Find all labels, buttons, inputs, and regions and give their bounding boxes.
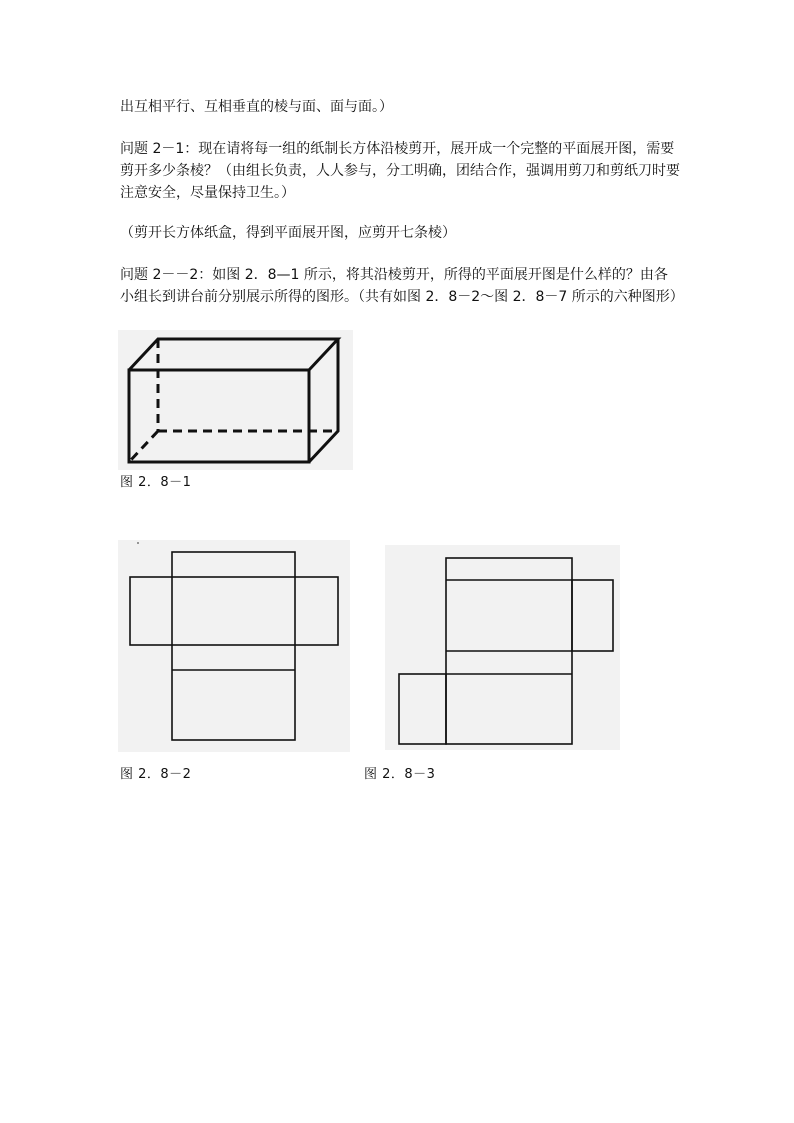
- figure-net-2: [118, 540, 350, 752]
- paragraph-3: （剪开长方体纸盒，得到平面展开图，应剪开七条棱）: [120, 225, 456, 241]
- paragraph-1: 出互相平行、互相垂直的棱与面、面与面。）: [120, 99, 393, 115]
- figure-net-3: [385, 545, 620, 750]
- figure-3-caption: 图 2．8－3: [364, 767, 436, 782]
- figure-2-caption: 图 2．8－2: [120, 767, 192, 782]
- paragraph-4: 问题 2－－2：如图 2．8—1 所示，将其沿棱剪开，所得的平面展开图是什么样的？由各小组长到讲台前分别展示所得的图形。（共有如图 2．8－2～图 2．8－7 所示的六种图形）: [120, 267, 684, 305]
- figure-cuboid: [118, 330, 353, 470]
- paragraph-2: 问题 2－1：现在请将每一组的纸制长方体沿棱剪开，展开成一个完整的平面展开图，需要剪开多少条棱？（由组长负责，人人参与，分工明确，团结合作，强调用剪刀和剪纸刀时要注意安全，尽量保持卫生。）: [120, 141, 680, 201]
- figure-1-caption: 图 2．8－1: [120, 475, 192, 490]
